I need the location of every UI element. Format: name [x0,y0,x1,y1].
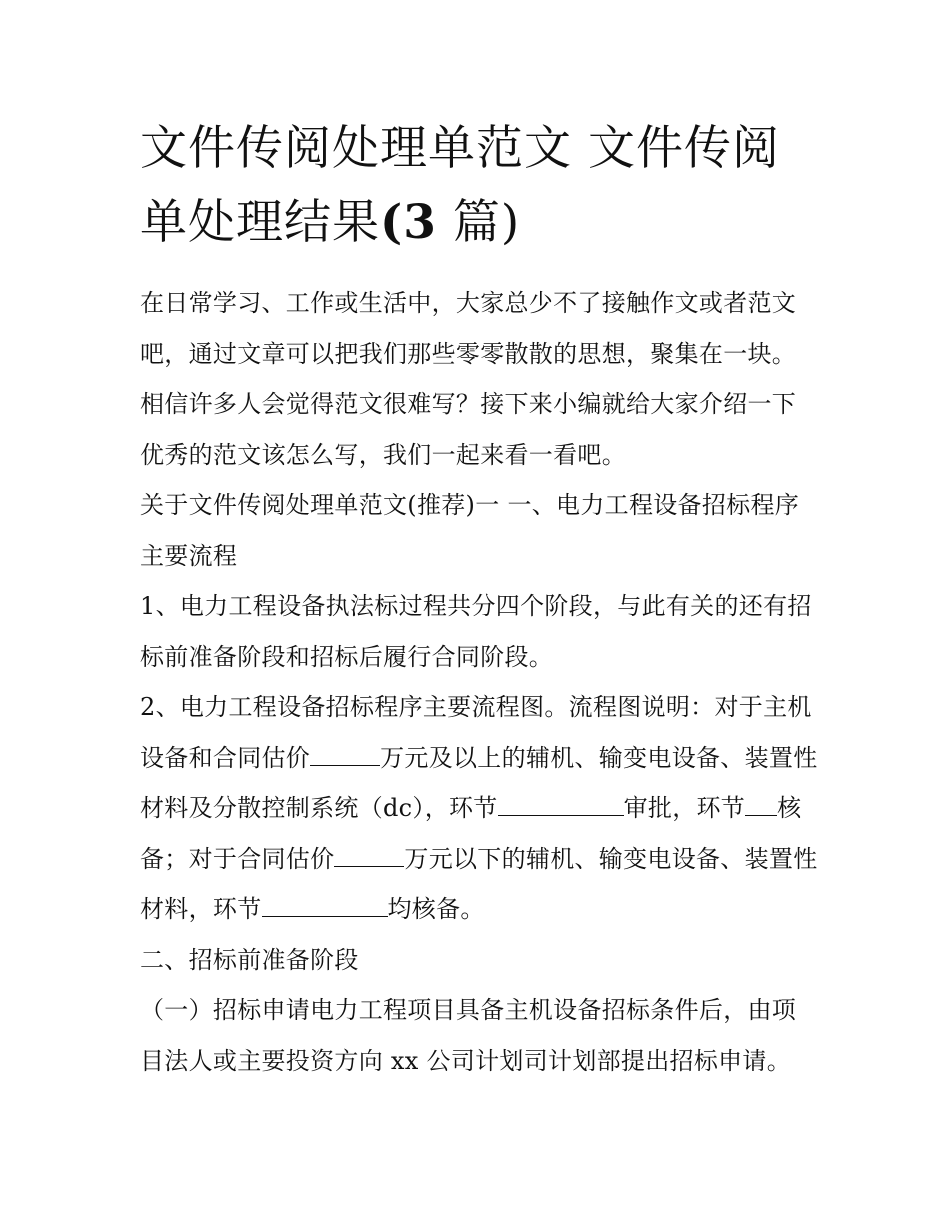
document-title [140,112,820,260]
item-2-text-c: 审批，环节 [623,794,746,822]
section2-heading: 二、招标前准备阶段 [140,945,359,974]
item-2-text-f: 均核备。 [387,895,485,923]
fill-blank [334,840,404,866]
item-2-text-e: 万元以下的辅机、输变电设备、装置性材料，环节 [140,844,818,923]
title-suffix: 篇) [436,195,521,250]
section1-heading: 关于文件传阅处理单范文(推荐)一 一、电力工程设备招标程序主要流程 [140,491,800,570]
fill-blank [745,790,777,816]
fill-blank [262,891,388,917]
title-text: 文件传阅处理单范文 文件传阅单处理结果 [140,121,780,250]
item-2-text-d: 核备；对于合同估价 [140,794,802,873]
document-page [140,112,820,1086]
item-2-paragraph [140,682,820,935]
item-2-text-a: 2、电力工程设备招标程序主要流程图。流程图说明：对于主机设备和合同估价 [140,693,812,772]
fill-blank [498,790,624,816]
intro-paragraph: 在日常学习、工作或生活中，大家总少不了接触作文或者范文吧，通过文章可以把我们那些零零散散的思想，聚集在一块。相信许多人会觉得范文很难写？接下来小编就给大家介绍一下优秀的范文该怎么写，我们一起来看一看吧。 [140,289,797,469]
fill-blank [310,739,380,765]
item-1-paragraph: 1、电力工程设备执法标过程共分四个阶段，与此有关的还有招标前准备阶段和招标后履行合同阶段。 [140,592,812,671]
section2-paragraph: （一）招标申请电力工程项目具备主机设备招标条件后，由项目法人或主要投资方向 xx 公司计划司计划部提出招标申请。 [140,996,797,1075]
title-count: (3 [380,195,437,250]
item-2-text-b: 万元及以上的辅机、输变电设备、装置性材料及分散控制系统（dc），环节 [140,743,818,822]
